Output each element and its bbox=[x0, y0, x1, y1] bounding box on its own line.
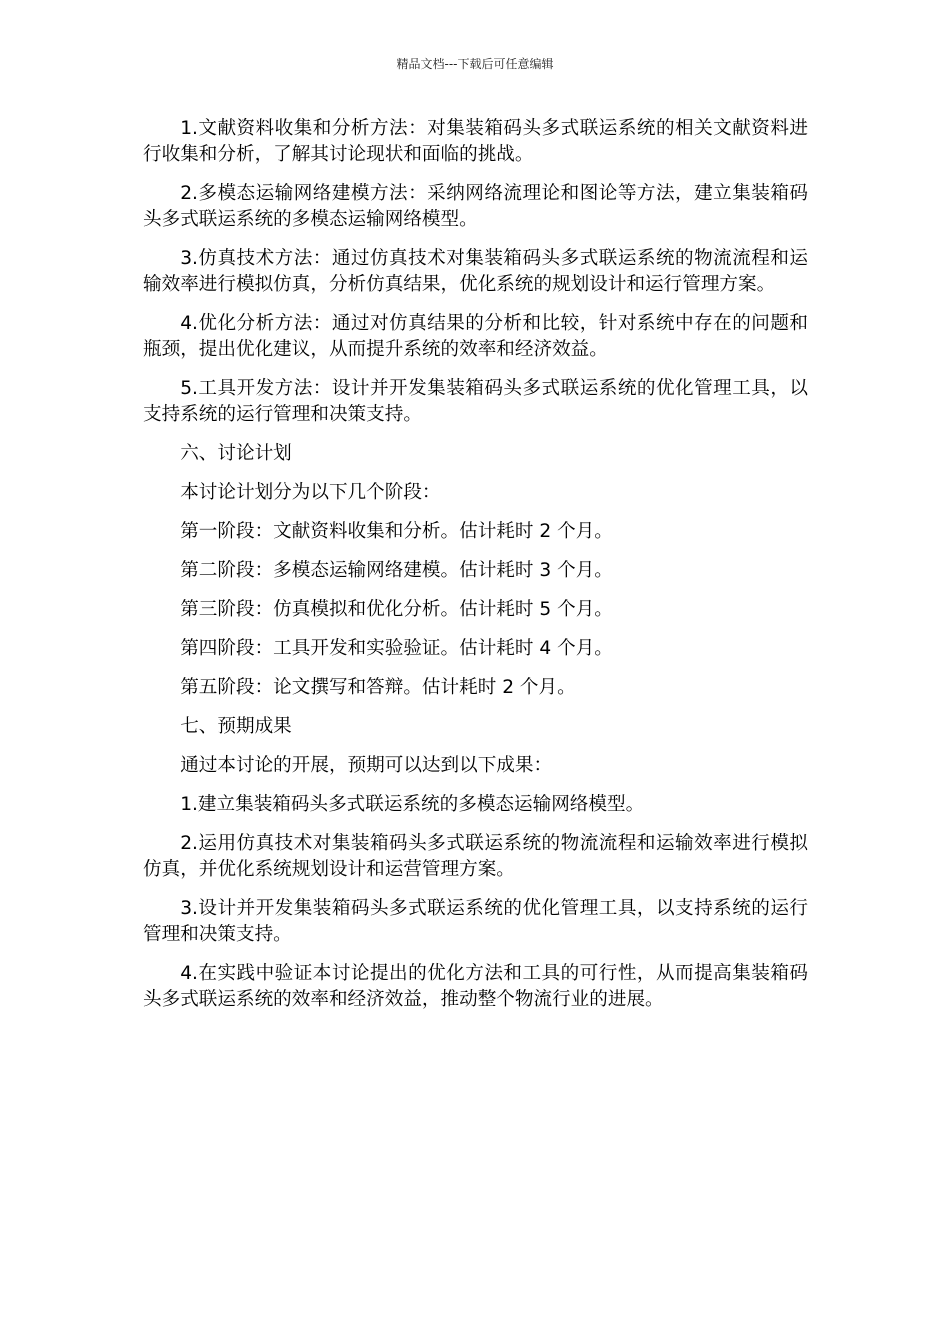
section-heading-plan: 六、讨论计划 bbox=[180, 443, 292, 464]
result-4: 4.在实践中验证本讨论提出的优化方法和工具的可行性，从而提高集装箱码头多式联运系统的效率和经济效益，推动整个物流行业的进展。 bbox=[143, 963, 808, 1010]
plan-stage-2: 第二阶段：多模态运输网络建模。估计耗时 3 个月。 bbox=[180, 560, 613, 581]
plan-stage-1: 第一阶段：文献资料收集和分析。估计耗时 2 个月。 bbox=[180, 521, 613, 542]
method-tool-development: 5.工具开发方法：设计并开发集装箱码头多式联运系统的优化管理工具，以支持系统的运行管理和决策支持。 bbox=[143, 378, 808, 425]
method-literature: 1.文献资料收集和分析方法：对集装箱码头多式联运系统的相关文献资料进行收集和分析，了解其讨论现状和面临的挑战。 bbox=[143, 118, 808, 165]
page-header: 精品文档---下载后可任意编辑 bbox=[396, 57, 554, 71]
plan-stage-3: 第三阶段：仿真模拟和优化分析。估计耗时 5 个月。 bbox=[180, 599, 613, 620]
plan-stage-5: 第五阶段：论文撰写和答辩。估计耗时 2 个月。 bbox=[180, 677, 576, 698]
plan-stage-4: 第四阶段：工具开发和实验验证。估计耗时 4 个月。 bbox=[180, 638, 613, 659]
method-network-modeling: 2.多模态运输网络建模方法：采纳网络流理论和图论等方法，建立集装箱码头多式联运系统的多模态运输网络模型。 bbox=[143, 183, 808, 230]
result-2: 2.运用仿真技术对集装箱码头多式联运系统的物流流程和运输效率进行模拟仿真，并优化系统规划设计和运营管理方案。 bbox=[143, 833, 808, 880]
results-intro: 通过本讨论的开展，预期可以达到以下成果： bbox=[180, 755, 553, 776]
result-3: 3.设计并开发集装箱码头多式联运系统的优化管理工具，以支持系统的运行管理和决策支持。 bbox=[143, 898, 808, 945]
plan-intro: 本讨论计划分为以下几个阶段： bbox=[180, 482, 441, 503]
document-body bbox=[143, 116, 808, 1026]
method-simulation: 3.仿真技术方法：通过仿真技术对集装箱码头多式联运系统的物流流程和运输效率进行模拟仿真，分析仿真结果，优化系统的规划设计和运行管理方案。 bbox=[143, 248, 808, 295]
method-optimization: 4.优化分析方法：通过对仿真结果的分析和比较，针对系统中存在的问题和瓶颈，提出优化建议，从而提升系统的效率和经济效益。 bbox=[143, 313, 808, 360]
result-1: 1.建立集装箱码头多式联运系统的多模态运输网络模型。 bbox=[180, 794, 645, 815]
section-heading-results: 七、预期成果 bbox=[180, 716, 292, 737]
